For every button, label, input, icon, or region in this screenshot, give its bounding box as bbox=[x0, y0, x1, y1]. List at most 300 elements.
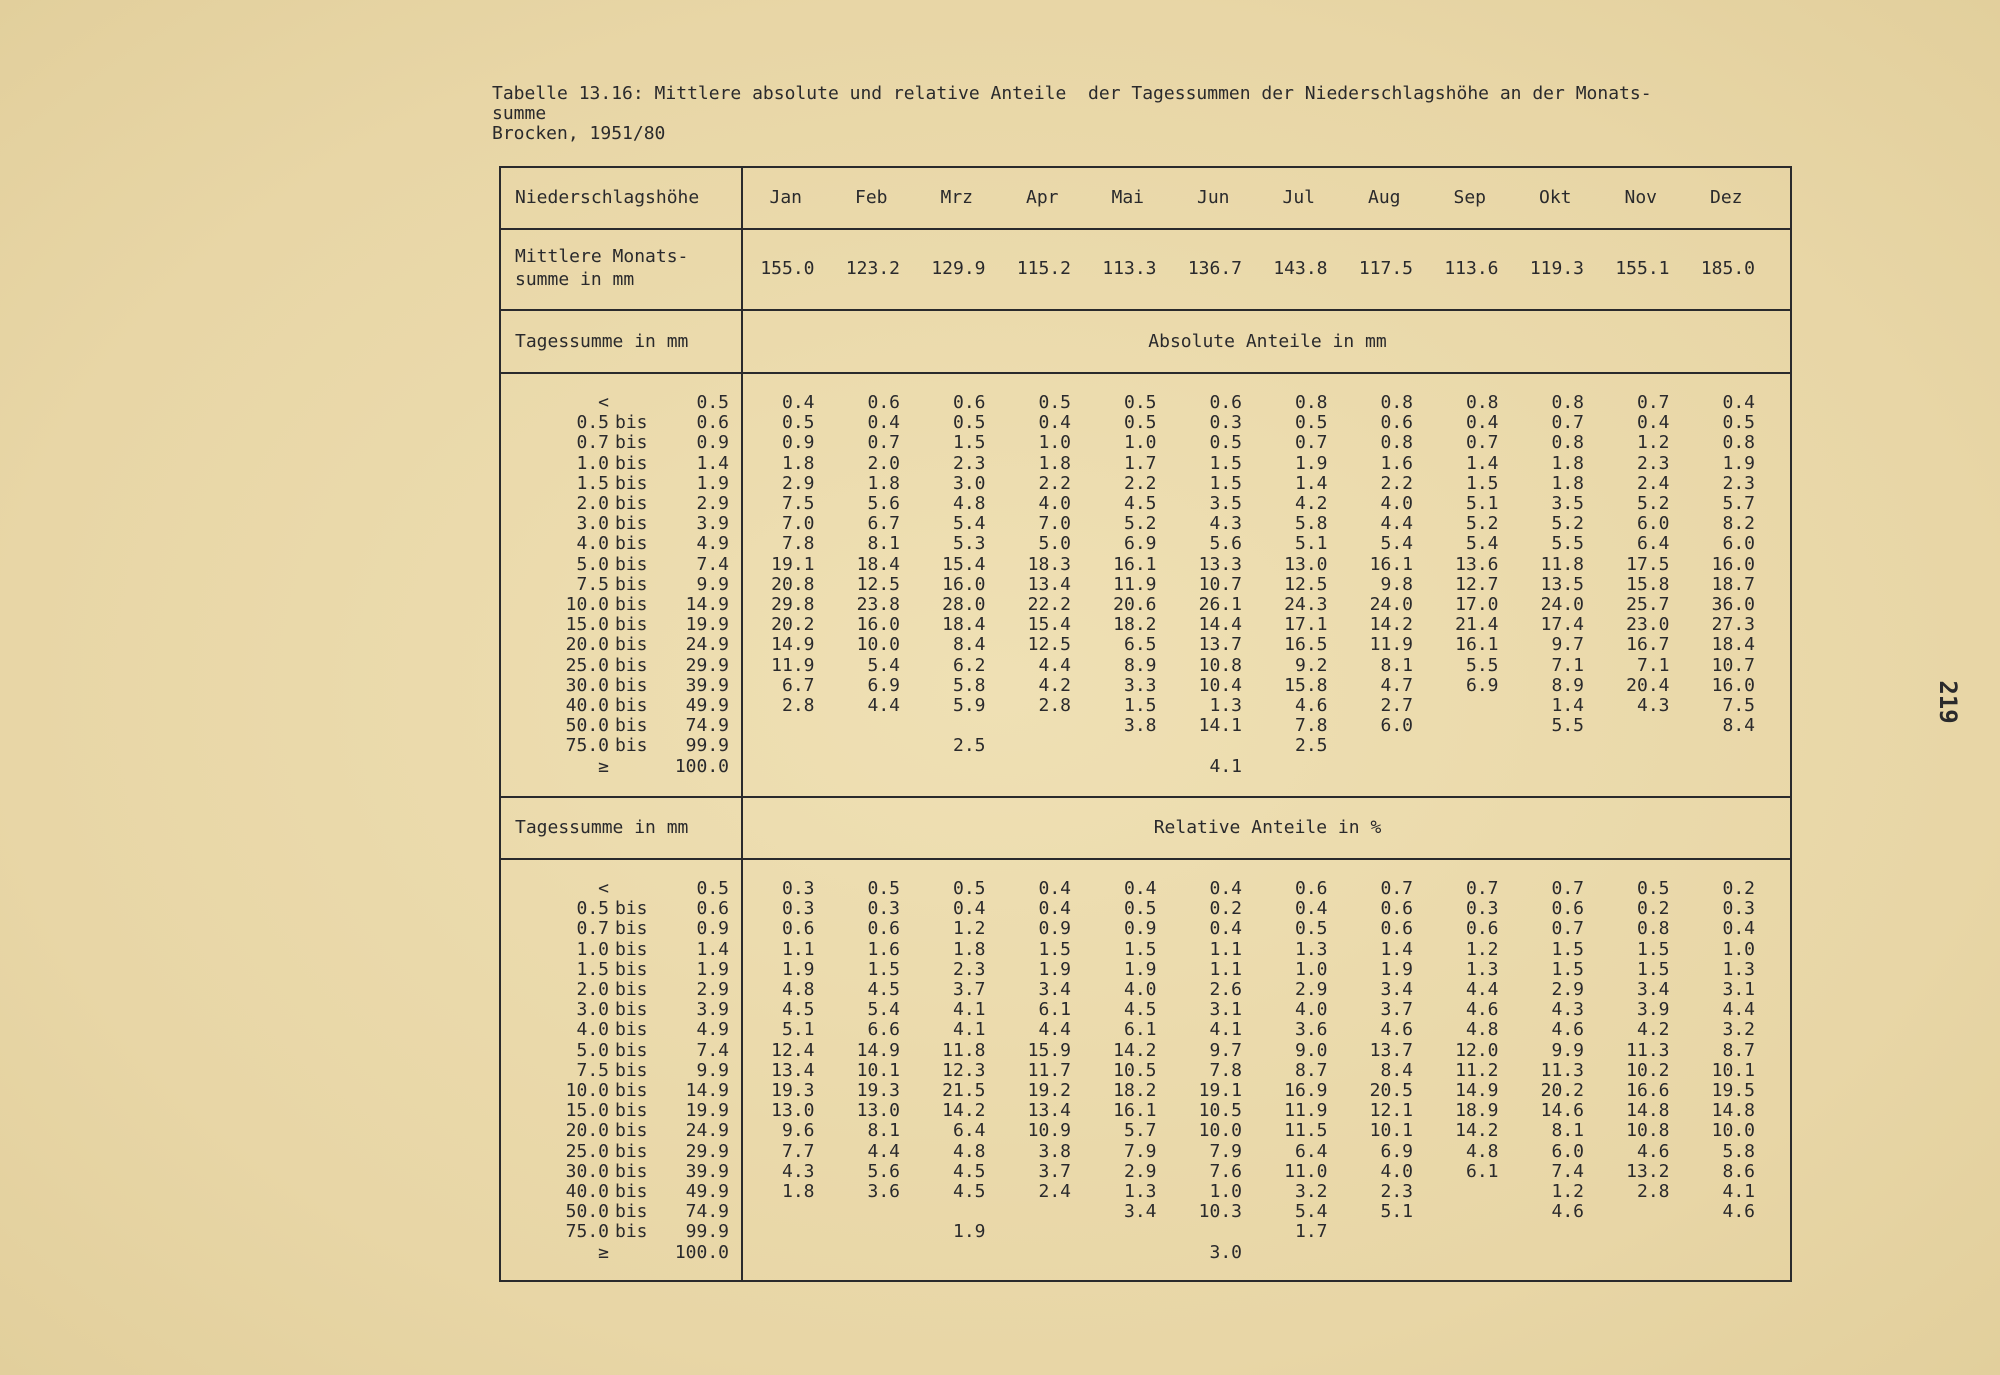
class-to: 29.9 bbox=[685, 654, 729, 676]
table-cell: 16.0 bbox=[856, 614, 900, 636]
table-cell: 1.6 bbox=[1380, 452, 1413, 474]
table-cell: 16.1 bbox=[1455, 634, 1499, 656]
table-cell: 7.6 bbox=[1209, 1160, 1242, 1182]
table-cell: 13.0 bbox=[856, 1100, 900, 1122]
table-cell: 23.8 bbox=[856, 594, 900, 615]
table-cell: 7.4 bbox=[1551, 1160, 1584, 1182]
monthly-sum-value: 143.8 bbox=[1273, 258, 1328, 279]
table-cell: 1.5 bbox=[1123, 938, 1157, 960]
class-from: 1.5 bbox=[576, 958, 609, 980]
table-cell: 4.5 bbox=[952, 1160, 986, 1182]
month-header-feb: Feb bbox=[854, 187, 888, 208]
precipitation-table bbox=[499, 166, 1792, 1282]
class-bis: bis bbox=[615, 1201, 648, 1223]
table-cell: 5.7 bbox=[1123, 1120, 1157, 1142]
table-cell: 0.8 bbox=[1294, 392, 1328, 413]
table-cell: 5.4 bbox=[867, 999, 900, 1021]
class-to: 9.9 bbox=[696, 1059, 729, 1081]
table-cell: 6.9 bbox=[1123, 533, 1157, 555]
table-cell: 16.1 bbox=[1369, 553, 1413, 575]
class-bis: bis bbox=[615, 735, 648, 757]
class-bis: bis bbox=[615, 1221, 648, 1243]
class-to: 99.9 bbox=[685, 735, 729, 757]
class-bis: bis bbox=[615, 674, 648, 696]
table-cell: 8.7 bbox=[1722, 1039, 1755, 1061]
table-cell: 5.2 bbox=[1123, 513, 1157, 535]
table-cell: 3.1 bbox=[1209, 999, 1242, 1021]
table-cell: 20.4 bbox=[1626, 674, 1670, 696]
table-cell: 4.5 bbox=[781, 999, 815, 1021]
table-cell: 10.1 bbox=[1369, 1120, 1413, 1142]
table-cell: 11.2 bbox=[1455, 1059, 1499, 1081]
table-cell: 1.4 bbox=[1294, 472, 1328, 494]
table-cell: 1.8 bbox=[952, 938, 986, 960]
monthly-sum-value: 115.2 bbox=[1016, 258, 1071, 279]
class-from: 7.5 bbox=[576, 573, 609, 595]
table-cell: 1.5 bbox=[1465, 472, 1499, 494]
class-bis: bis bbox=[615, 533, 648, 555]
table-cell: 2.4 bbox=[1636, 472, 1670, 494]
class-to: 0.9 bbox=[696, 918, 729, 940]
table-cell: 5.6 bbox=[867, 493, 900, 514]
table-cell: 6.1 bbox=[1465, 1160, 1499, 1182]
row-divider-abs-title bbox=[499, 372, 1792, 374]
table-cell: 11.3 bbox=[1626, 1039, 1670, 1061]
table-cell: 16.0 bbox=[1711, 674, 1755, 696]
table-cell: 4.0 bbox=[1380, 1160, 1413, 1182]
table-cell: 15.9 bbox=[1027, 1039, 1071, 1061]
table-cell: 18.2 bbox=[1113, 614, 1157, 636]
class-from: < bbox=[598, 392, 609, 413]
table-cell: 4.6 bbox=[1722, 1201, 1755, 1223]
table-cell: 15.8 bbox=[1284, 674, 1328, 696]
relative-section-title: Relative Anteile in % bbox=[1153, 817, 1382, 838]
table-cell: 0.8 bbox=[1465, 392, 1499, 413]
table-cell: 11.0 bbox=[1284, 1160, 1328, 1182]
table-cell: 0.8 bbox=[1380, 392, 1413, 413]
table-cell: 2.8 bbox=[1038, 695, 1071, 716]
table-cell: 4.0 bbox=[1380, 493, 1413, 514]
row-divider-sum bbox=[499, 309, 1792, 311]
table-cell: 0.4 bbox=[952, 898, 986, 920]
class-to: 39.9 bbox=[685, 1160, 729, 1182]
table-cell: 5.4 bbox=[1294, 1201, 1328, 1223]
table-cell: 1.3 bbox=[1209, 695, 1242, 716]
class-from: 0.7 bbox=[576, 918, 609, 940]
class-from: 40.0 bbox=[565, 1181, 609, 1202]
table-cell: 0.5 bbox=[1123, 412, 1157, 434]
table-cell: 4.4 bbox=[1038, 654, 1071, 676]
table-cell: 0.3 bbox=[1722, 898, 1755, 920]
table-cell: 3.1 bbox=[1722, 979, 1755, 1000]
class-bis: bis bbox=[615, 432, 648, 454]
table-cell: 8.2 bbox=[1722, 513, 1755, 535]
table-cell: 0.8 bbox=[1636, 918, 1670, 940]
class-to: 4.9 bbox=[696, 1019, 729, 1041]
table-cell: 1.2 bbox=[1636, 432, 1670, 454]
table-cell: 0.5 bbox=[867, 878, 900, 899]
table-cell: 12.0 bbox=[1455, 1039, 1499, 1061]
class-to: 49.9 bbox=[685, 1181, 729, 1202]
class-to: 4.9 bbox=[696, 533, 729, 555]
relative-row-header: Tagessumme in mm bbox=[515, 817, 689, 838]
table-cell: 7.9 bbox=[1209, 1140, 1242, 1162]
class-to: 19.9 bbox=[685, 1100, 729, 1122]
table-cell: 2.2 bbox=[1123, 472, 1157, 494]
class-from: 0.7 bbox=[576, 432, 609, 454]
table-cell: 4.8 bbox=[952, 1140, 986, 1162]
monthly-sum-label-1: Mittlere Monats- bbox=[515, 246, 689, 267]
table-cell: 0.4 bbox=[781, 392, 815, 413]
caption-line-3: Brocken, 1951/80 bbox=[492, 123, 666, 144]
table-cell: 4.6 bbox=[1636, 1140, 1670, 1162]
monthly-sum-value: 185.0 bbox=[1700, 258, 1755, 279]
table-cell: 10.3 bbox=[1198, 1201, 1242, 1223]
table-cell: 0.3 bbox=[1209, 412, 1242, 434]
table-cell: 1.8 bbox=[1038, 452, 1071, 474]
table-cell: 4.1 bbox=[1722, 1181, 1755, 1202]
table-cell: 9.9 bbox=[1551, 1039, 1584, 1061]
class-from: 25.0 bbox=[565, 654, 609, 676]
class-bis: bis bbox=[615, 1039, 648, 1061]
absolute-section-title: Absolute Anteile in mm bbox=[1148, 331, 1387, 352]
class-from: 20.0 bbox=[565, 634, 609, 656]
table-cell: 3.7 bbox=[1380, 999, 1413, 1021]
table-cell: 5.5 bbox=[1551, 533, 1584, 555]
class-from: 0.5 bbox=[576, 412, 609, 434]
page-number: 219 bbox=[1934, 680, 1962, 724]
table-cell: 0.6 bbox=[1294, 878, 1328, 899]
table-cell: 18.2 bbox=[1113, 1080, 1157, 1101]
table-cell: 16.6 bbox=[1626, 1080, 1670, 1101]
class-to: 14.9 bbox=[685, 1080, 729, 1101]
table-cell: 1.4 bbox=[1465, 452, 1499, 474]
table-cell: 18.4 bbox=[1711, 634, 1755, 656]
caption-line-1: Tabelle 13.16: Mittlere absolute und relative Anteile der Tagessummen der Niederschlagshöhe an der Monats- bbox=[492, 83, 1652, 104]
monthly-sum-label-2: summe in mm bbox=[515, 269, 635, 290]
class-bis: bis bbox=[615, 1059, 648, 1081]
table-cell: 13.6 bbox=[1455, 553, 1499, 575]
table-cell: 14.4 bbox=[1198, 614, 1242, 636]
table-cell: 5.9 bbox=[952, 695, 986, 716]
table-cell: 7.9 bbox=[1123, 1140, 1157, 1162]
class-bis: bis bbox=[615, 553, 648, 575]
table-cell: 17.0 bbox=[1455, 594, 1499, 615]
monthly-sum-value: 119.3 bbox=[1529, 258, 1584, 279]
table-cell: 2.3 bbox=[1722, 472, 1755, 494]
table-cell: 0.2 bbox=[1209, 898, 1242, 920]
table-cell: 1.1 bbox=[1209, 958, 1242, 980]
table-cell: 10.2 bbox=[1626, 1059, 1670, 1081]
table-cell: 4.4 bbox=[1380, 513, 1413, 535]
class-to: 0.5 bbox=[696, 878, 729, 899]
monthly-sum-value: 117.5 bbox=[1358, 258, 1413, 279]
month-header-jun: Jun bbox=[1196, 187, 1230, 208]
month-header-dez: Dez bbox=[1709, 187, 1743, 208]
table-cell: 7.7 bbox=[781, 1140, 815, 1162]
table-cell: 10.7 bbox=[1198, 573, 1242, 595]
table-cell: 0.9 bbox=[781, 432, 815, 454]
table-cell: 10.0 bbox=[856, 634, 900, 656]
table-cell: 0.5 bbox=[1038, 392, 1071, 413]
table-cell: 0.3 bbox=[1465, 898, 1499, 920]
table-cell: 3.8 bbox=[1123, 715, 1157, 737]
table-cell: 2.9 bbox=[1551, 979, 1584, 1000]
table-cell: 0.8 bbox=[1551, 392, 1584, 413]
table-cell: 14.9 bbox=[771, 634, 815, 656]
table-cell: 0.3 bbox=[867, 898, 900, 920]
table-cell: 2.5 bbox=[952, 735, 986, 757]
table-cell: 4.3 bbox=[781, 1160, 815, 1182]
table-cell: 4.4 bbox=[1038, 1019, 1071, 1041]
class-to: 19.9 bbox=[685, 614, 729, 636]
table-cell: 0.4 bbox=[867, 412, 900, 434]
absolute-row-header: Tagessumme in mm bbox=[515, 331, 689, 352]
table-cell: 0.4 bbox=[1636, 412, 1670, 434]
class-from: 5.0 bbox=[576, 1039, 609, 1061]
table-cell: 3.5 bbox=[1551, 493, 1584, 514]
table-cell: 1.1 bbox=[1209, 938, 1242, 960]
class-to: 24.9 bbox=[685, 634, 729, 656]
table-cell: 0.4 bbox=[1209, 878, 1242, 899]
table-cell: 0.6 bbox=[1465, 918, 1499, 940]
table-cell: 0.7 bbox=[1465, 432, 1499, 454]
month-header-mai: Mai bbox=[1111, 187, 1144, 208]
table-cell: 12.4 bbox=[771, 1039, 815, 1061]
table-cell: 6.9 bbox=[867, 674, 900, 696]
table-cell: 1.0 bbox=[1038, 432, 1071, 454]
table-cell: 0.9 bbox=[1123, 918, 1157, 940]
month-header-nov: Nov bbox=[1624, 187, 1657, 208]
table-cell: 1.2 bbox=[952, 918, 986, 940]
table-cell: 0.5 bbox=[1123, 392, 1157, 413]
table-cell: 4.4 bbox=[867, 695, 900, 716]
table-cell: 8.1 bbox=[867, 1120, 900, 1142]
table-cell: 2.8 bbox=[1636, 1181, 1670, 1202]
row-divider-header bbox=[499, 228, 1792, 230]
table-cell: 0.5 bbox=[1123, 898, 1157, 920]
table-cell: 10.7 bbox=[1711, 654, 1755, 676]
table-cell: 3.2 bbox=[1722, 1019, 1755, 1041]
class-from: 50.0 bbox=[565, 715, 609, 737]
table-cell: 14.2 bbox=[942, 1100, 986, 1122]
table-cell: 1.0 bbox=[1722, 938, 1755, 960]
class-from: 2.0 bbox=[576, 979, 609, 1000]
table-cell: 4.4 bbox=[1722, 999, 1755, 1021]
class-to: 14.9 bbox=[685, 594, 729, 615]
class-from: 4.0 bbox=[576, 1019, 609, 1041]
table-cell: 18.7 bbox=[1711, 573, 1755, 595]
table-cell: 17.1 bbox=[1284, 614, 1328, 636]
table-cell: 16.9 bbox=[1284, 1080, 1328, 1101]
table-cell: 13.4 bbox=[1027, 573, 1071, 595]
table-cell: 17.5 bbox=[1626, 553, 1670, 575]
table-cell: 7.0 bbox=[781, 513, 815, 535]
table-cell: 14.6 bbox=[1540, 1100, 1584, 1122]
table-cell: 23.0 bbox=[1626, 614, 1670, 636]
table-cell: 11.7 bbox=[1027, 1059, 1071, 1081]
class-from: 5.0 bbox=[576, 553, 609, 575]
table-cell: 2.0 bbox=[867, 452, 900, 474]
table-cell: 4.2 bbox=[1038, 674, 1071, 696]
month-header-mrz: Mrz bbox=[940, 187, 973, 208]
table-cell: 10.5 bbox=[1113, 1059, 1157, 1081]
table-cell: 0.6 bbox=[1209, 392, 1242, 413]
class-bis: bis bbox=[615, 654, 648, 676]
class-to: 2.9 bbox=[696, 979, 729, 1000]
table-cell: 5.7 bbox=[1722, 493, 1755, 514]
table-cell: 5.0 bbox=[1038, 533, 1071, 555]
class-to: 74.9 bbox=[685, 1201, 729, 1223]
table-cell: 20.8 bbox=[771, 573, 815, 595]
table-cell: 4.6 bbox=[1380, 1019, 1413, 1041]
table-cell: 0.6 bbox=[1380, 918, 1413, 940]
class-bis: bis bbox=[615, 1019, 648, 1041]
class-to: 1.4 bbox=[696, 452, 729, 474]
table-cell: 28.0 bbox=[942, 594, 986, 615]
table-cell: 19.3 bbox=[771, 1080, 815, 1101]
table-cell: 10.8 bbox=[1626, 1120, 1670, 1142]
table-cell: 1.8 bbox=[867, 472, 900, 494]
table-cell: 2.2 bbox=[1038, 472, 1071, 494]
table-cell: 17.4 bbox=[1540, 614, 1584, 636]
table-cell: 0.6 bbox=[781, 918, 815, 940]
table-cell: 13.0 bbox=[1284, 553, 1328, 575]
class-to: 0.6 bbox=[696, 898, 729, 920]
table-cell: 21.4 bbox=[1455, 614, 1499, 636]
table-cell: 1.5 bbox=[1209, 452, 1242, 474]
class-from: 10.0 bbox=[565, 1080, 609, 1101]
table-cell: 3.7 bbox=[1038, 1160, 1071, 1182]
table-cell: 14.2 bbox=[1113, 1039, 1157, 1061]
class-bis: bis bbox=[615, 472, 648, 494]
class-to: 0.5 bbox=[696, 392, 729, 413]
class-from: 15.0 bbox=[565, 1100, 609, 1122]
caption-line-2: summe bbox=[492, 103, 547, 124]
table-cell: 16.5 bbox=[1284, 634, 1328, 656]
table-cell: 13.4 bbox=[771, 1059, 815, 1081]
table-cell: 4.6 bbox=[1551, 1019, 1584, 1041]
table-cell: 3.0 bbox=[1209, 1241, 1242, 1263]
class-to: 7.4 bbox=[696, 1039, 729, 1061]
table-cell: 4.0 bbox=[1038, 493, 1071, 514]
class-bis: bis bbox=[615, 1120, 648, 1142]
class-from: 75.0 bbox=[565, 735, 609, 757]
table-cell: 0.5 bbox=[1294, 412, 1328, 434]
table-cell: 3.0 bbox=[952, 472, 986, 494]
month-header-sep: Sep bbox=[1453, 187, 1486, 208]
class-to: 39.9 bbox=[685, 674, 729, 696]
table-cell: 1.5 bbox=[1636, 958, 1670, 980]
table-cell: 0.5 bbox=[1294, 918, 1328, 940]
table-cell: 0.7 bbox=[1551, 918, 1584, 940]
table-cell: 8.7 bbox=[1294, 1059, 1328, 1081]
table-cell: 2.7 bbox=[1380, 695, 1413, 716]
table-cell: 11.9 bbox=[1113, 573, 1157, 595]
table-cell: 6.4 bbox=[1294, 1140, 1328, 1162]
class-bis: bis bbox=[615, 1100, 648, 1122]
class-from: 2.0 bbox=[576, 493, 609, 514]
table-cell: 7.0 bbox=[1038, 513, 1071, 535]
table-cell: 5.1 bbox=[781, 1019, 815, 1041]
table-cell: 0.7 bbox=[1465, 878, 1499, 899]
monthly-sum-value: 113.6 bbox=[1444, 258, 1499, 279]
class-from: 1.0 bbox=[576, 938, 609, 960]
table-cell: 0.8 bbox=[1551, 432, 1584, 454]
class-from: 1.5 bbox=[576, 472, 609, 494]
class-to: 49.9 bbox=[685, 695, 729, 716]
class-bis: bis bbox=[615, 1140, 648, 1162]
table-cell: 8.6 bbox=[1722, 1160, 1755, 1182]
class-from: 4.0 bbox=[576, 533, 609, 555]
table-cell: 11.8 bbox=[1540, 553, 1584, 575]
table-cell: 6.1 bbox=[1038, 999, 1071, 1021]
class-to: 29.9 bbox=[685, 1140, 729, 1162]
table-cell: 7.5 bbox=[781, 493, 815, 514]
table-cell: 19.1 bbox=[1198, 1080, 1242, 1101]
table-cell: 3.4 bbox=[1038, 979, 1071, 1000]
table-cell: 1.8 bbox=[781, 1181, 815, 1202]
table-cell: 7.8 bbox=[1294, 715, 1328, 737]
class-from: 1.0 bbox=[576, 452, 609, 474]
table-cell: 3.6 bbox=[1294, 1019, 1328, 1041]
monthly-sum-value: 113.3 bbox=[1102, 258, 1157, 279]
table-cell: 13.3 bbox=[1198, 553, 1242, 575]
table-cell: 5.8 bbox=[952, 674, 986, 696]
class-from: 7.5 bbox=[576, 1059, 609, 1081]
table-cell: 4.8 bbox=[781, 979, 815, 1000]
table-cell: 5.1 bbox=[1465, 493, 1499, 514]
table-cell: 1.0 bbox=[1209, 1181, 1242, 1202]
table-cell: 10.5 bbox=[1198, 1100, 1242, 1122]
table-border-bottom bbox=[499, 1280, 1792, 1282]
table-cell: 0.4 bbox=[1038, 878, 1071, 899]
table-cell: 0.5 bbox=[952, 412, 986, 434]
table-cell: 7.1 bbox=[1551, 654, 1584, 676]
table-cell: 13.5 bbox=[1540, 573, 1584, 595]
class-to: 2.9 bbox=[696, 493, 729, 514]
table-cell: 0.4 bbox=[1038, 412, 1071, 434]
table-cell: 0.6 bbox=[1380, 898, 1413, 920]
table-cell: 5.6 bbox=[867, 1160, 900, 1182]
table-cell: 20.6 bbox=[1113, 594, 1157, 615]
table-cell: 5.2 bbox=[1636, 493, 1670, 514]
table-cell: 2.3 bbox=[1636, 452, 1670, 474]
table-cell: 0.4 bbox=[1294, 898, 1328, 920]
table-cell: 0.3 bbox=[781, 898, 815, 920]
class-from: 15.0 bbox=[565, 614, 609, 636]
class-from: 40.0 bbox=[565, 695, 609, 716]
table-cell: 0.8 bbox=[1722, 432, 1755, 454]
table-cell: 0.6 bbox=[952, 392, 986, 413]
table-cell: 24.0 bbox=[1540, 594, 1584, 615]
month-header-okt: Okt bbox=[1538, 187, 1572, 208]
class-from: 0.5 bbox=[576, 898, 609, 920]
header-label: Niederschlagshöhe bbox=[515, 187, 700, 208]
table-cell: 6.7 bbox=[781, 674, 815, 696]
table-cell: 5.5 bbox=[1551, 715, 1584, 737]
table-cell: 8.4 bbox=[1380, 1059, 1413, 1081]
table-cell: 11.5 bbox=[1284, 1120, 1328, 1142]
table-cell: 9.6 bbox=[781, 1120, 815, 1142]
table-cell: 0.2 bbox=[1722, 878, 1755, 899]
table-cell: 10.4 bbox=[1198, 674, 1242, 696]
table-cell: 1.2 bbox=[1551, 1181, 1584, 1202]
table-cell: 0.3 bbox=[781, 878, 815, 899]
table-caption bbox=[492, 84, 1652, 144]
table-cell: 7.1 bbox=[1636, 654, 1670, 676]
table-cell: 8.1 bbox=[1380, 654, 1413, 676]
